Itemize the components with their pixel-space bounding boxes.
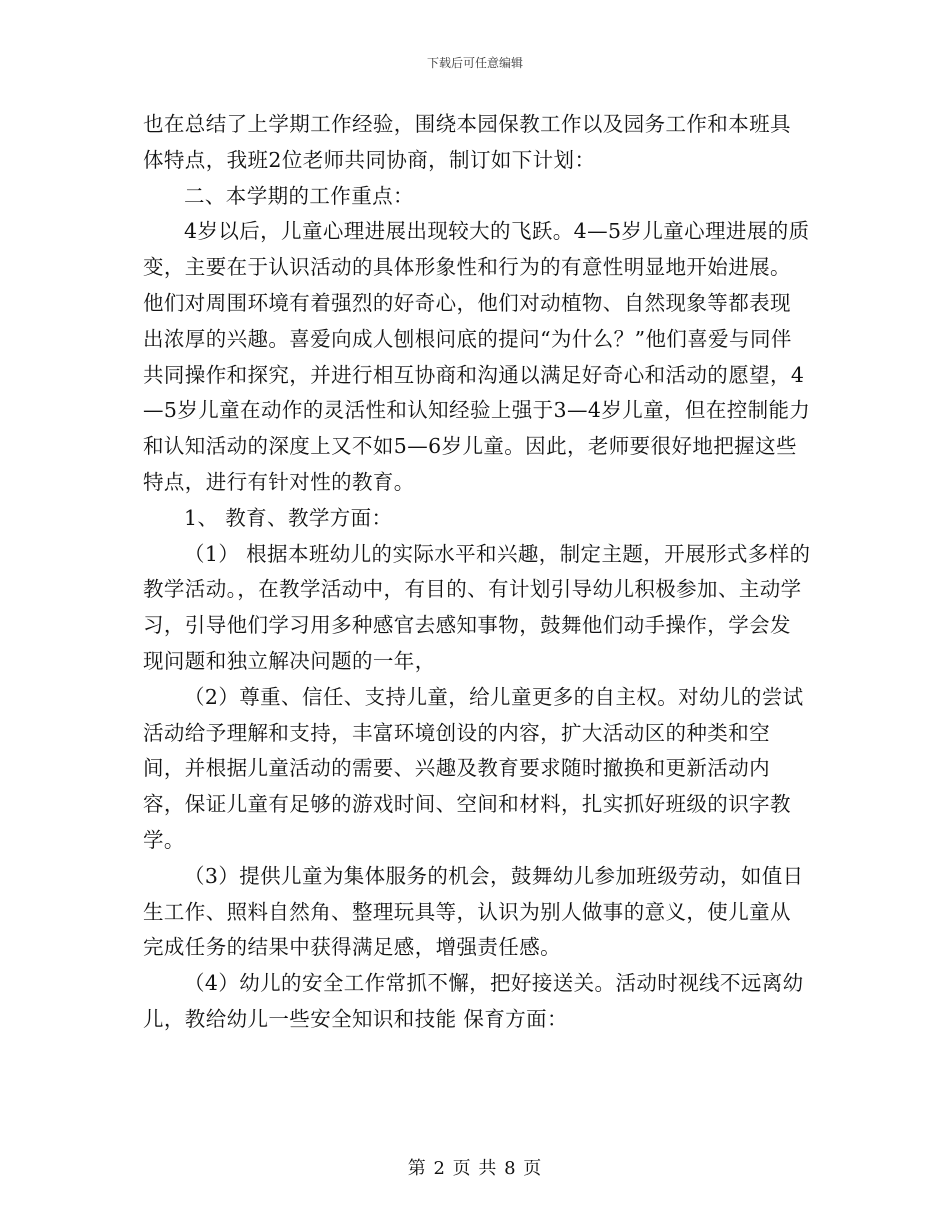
paragraph-child-development: 4岁以后，儿童心理进展出现较大的飞跃。4—5岁儿童心理进展的质变，主要在于认识活动的具体形象性和行为的有意性明显地开始进展。他们对周围环境有着强烈的好奇心，他们对动植物、自然现象等都表现出浓厚的兴趣。喜爱向成人刨根问底的提问“为什么？”他们喜爱与同伴共同操作和探究，并进行相互协商和沟通以满足好奇心和活动的愿望，4—5岁儿童在动作的灵活性和认知经验上强于3—4岁儿童，但在控制能力和认知活动的深度上又不如5—6岁儿童。因此，老师要很好地把握这些特点，进行有针对性的教育。 — [143, 219, 811, 494]
section-heading: 二、本学期的工作重点： — [184, 183, 414, 208]
subsection-heading: 1、 教育、教学方面： — [184, 505, 393, 530]
page-number-footer: 第 2 页 共 8 页 — [407, 1158, 543, 1179]
document-body — [143, 107, 811, 1038]
list-item-2: （2）尊重、信任、支持儿童，给儿童更多的自主权。对幼儿的尝试活动给予理解和支持，丰富环境创设的内容，扩大活动区的种类和空间，并根据儿童活动的需要、兴趣及教育要求随时撤换和更新活动内容，保证儿童有足够的游戏时间、空间和材料，扎实抓好班级的识字教学。 — [143, 684, 804, 852]
paragraph-intro: 也在总结了上学期工作经验，围绕本园保教工作以及园务工作和本班具体特点，我班2位老师共同协商，制订如下计划： — [143, 112, 791, 172]
list-item-1: （1） 根据本班幼儿的实际水平和兴趣，制定主题，开展形式多样的教学活动。，在教学活动中，有目的、有计划引导幼儿积极参加、主动学习，引导他们学习用多种感官去感知事物，鼓舞他们动手操作，学会发现问题和独立解决问题的一年， — [143, 541, 811, 673]
list-item-4: （4）幼儿的安全工作常抓不懈，把好接送关。活动时视线不远离幼儿，教给幼儿一些安全知识和技能 保育方面： — [143, 971, 804, 1031]
list-item-3: （3）提供儿童为集体服务的机会，鼓舞幼儿参加班级劳动，如值日生工作、照料自然角、整理玩具等，认识为别人做事的意义，使儿童从完成任务的结果中获得满足感，增强责任感。 — [143, 863, 804, 960]
page-header: 下载后可任意编辑 — [426, 56, 523, 70]
